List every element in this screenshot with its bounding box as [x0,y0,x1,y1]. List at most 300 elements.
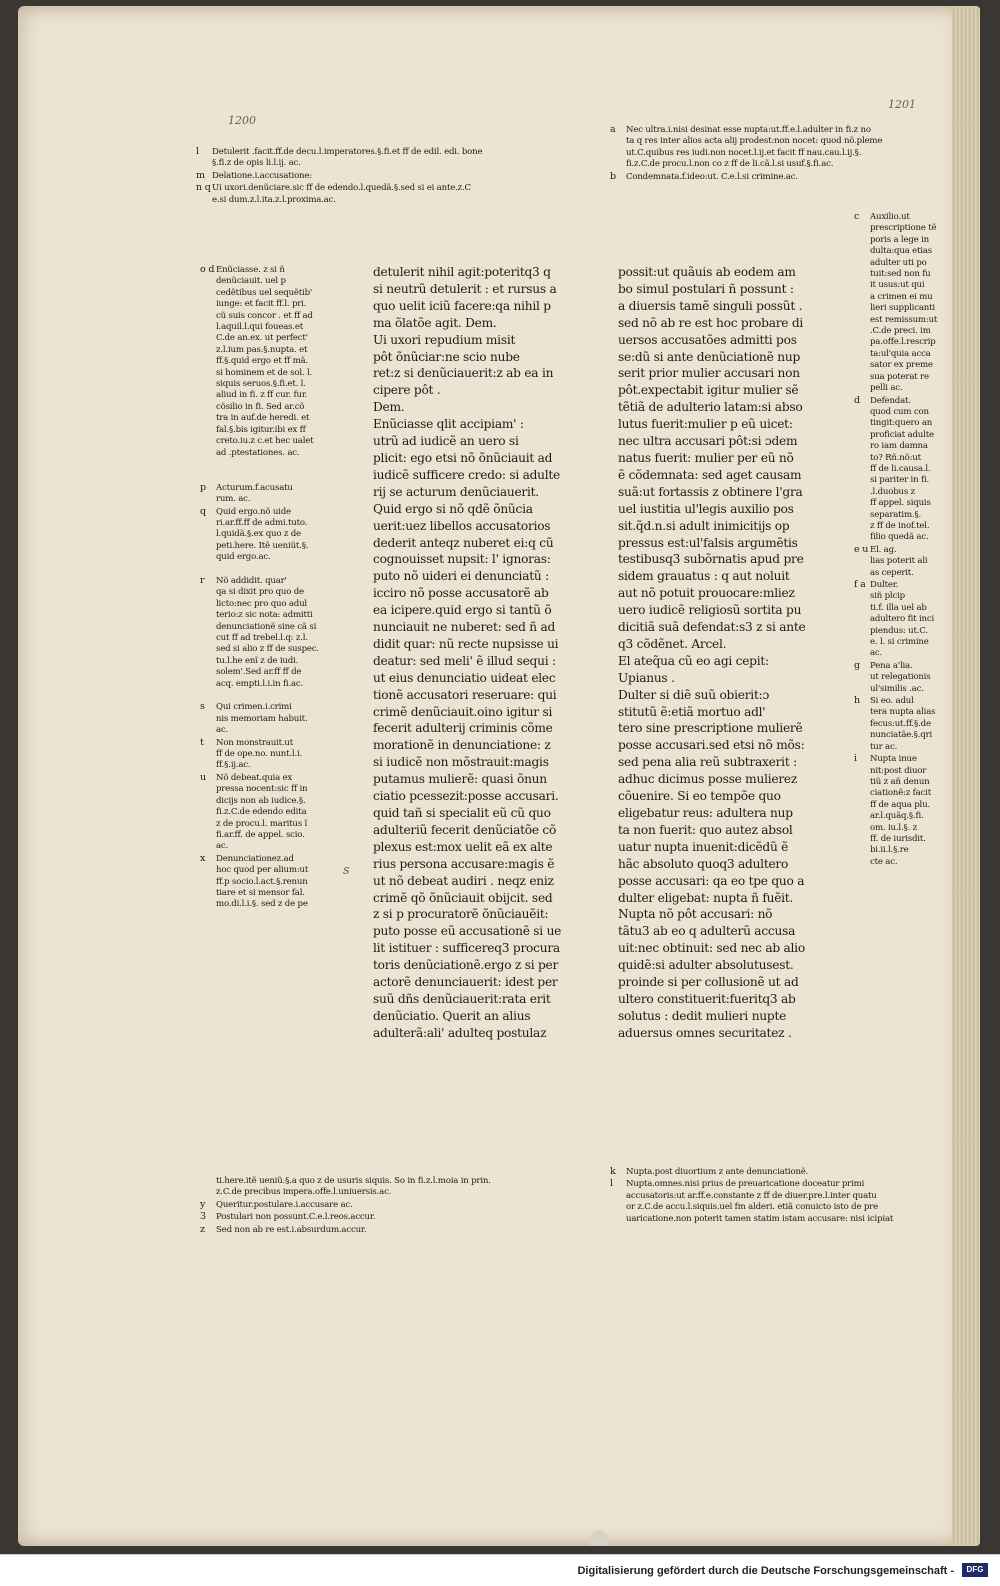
note-text: Non monstrauit.ut [216,737,293,748]
note-line [200,1176,491,1187]
note-line [200,311,319,322]
note-text: Quid ergo.nõ uide [216,506,291,517]
note-text: pressa nocent:sic ff in [216,784,308,795]
note-line [200,564,319,575]
note-line [200,1187,491,1198]
note-line [200,796,319,807]
note-text: ac. [216,725,229,736]
text-line: rij se acturum denũciauerit. [373,484,539,499]
note-letter: s [200,701,205,713]
text-line: Enũciasse qlit accipiam' : [373,417,524,432]
note-text: qa si dixit pro quo de [216,587,304,598]
note-line [200,288,319,299]
note-text: acq. empti.l.i.in fi.ac. [216,678,304,689]
text-line: actorẽ denunciauerit: idest per [373,975,558,990]
note-line [200,749,319,760]
bottom-left-notes [200,1176,491,1236]
note-line [854,211,937,223]
folio-number-left: 1200 [228,114,256,127]
note-line [200,725,319,736]
text-line: uit:nec obtinuit: sed nec ab alio [618,941,805,956]
text-line: ma õlatõe agit. Dem. [373,315,497,330]
note-text: ff. de iurisdit. [870,833,926,844]
note-line [200,448,319,459]
note-line [200,402,319,413]
note-line [196,170,482,182]
text-line: icciro nõ posse accusatorẽ ab [373,586,549,601]
note-letter: n q [196,182,211,194]
note-text: si hominem et de sol. l. [216,367,313,378]
note-text: quid ergo.ac. [216,552,271,563]
note-text: fecus:ut.ff.§.de [870,718,931,729]
note-line [200,575,319,587]
note-text: ff appel. siquis [870,498,931,509]
note-line [854,349,937,360]
text-line: ultero constituerit:fueritq3 ab [618,991,796,1006]
text-line: suũ dñs denũciauerit:rata erit [373,991,551,1006]
note-text: z.l.ium pas.§.nupta. et [216,344,308,355]
text-line: cognouisset nupsit: l' ignoras: [373,552,551,567]
text-line: aut nõ potuit prouocare:mliez [618,586,795,601]
text-line: uersos accusatões admitti pos [618,332,797,347]
note-text: siñ plcip [870,591,905,602]
text-line: ut nõ debeat audiri . neqz eniz [373,873,554,888]
note-text: Nec ultra.i.nisi desinat esse nupta:ut.ff.e.l.adulter in fi.z no [626,125,871,135]
note-text: nit:post diuor [870,765,927,776]
note-text: nis memoriam habuit. [216,713,308,724]
note-line [200,356,319,367]
note-text: Delatione.i.accusatione: [212,170,312,181]
text-line: cõuenire. Si eo tempõe quo [618,789,781,804]
note-text: tuit:sed non fu [870,269,931,280]
note-text: sator ex preme [870,360,933,371]
note-text: est remissum:ut [870,314,938,325]
note-text: Nõ addidit. quar' [216,575,287,586]
note-text: cte ac. [870,856,898,867]
note-letter: b [610,170,616,182]
note-letter: e u [854,543,869,555]
text-line: possit:ut quãuis ab eodem am [618,265,796,279]
note-line [610,124,882,136]
text-line: putamus mulierẽ: quasi õnun [373,772,547,787]
note-text: ar.l.quãq.§.fi. [870,811,924,822]
note-text: Queritur.postulare.i.accusare ac. [216,1199,353,1210]
note-text: Ui uxori.denũciare.sic ff de edendo.l.quedã.§.sed si ei ante.z.C [212,183,471,194]
text-line: cipere pôt . [373,383,441,398]
note-text: ta q res inter alios acta alij prodest:non nocet: quod nõ.pleme [626,136,883,147]
note-line [200,865,319,876]
text-line: pôt.expectabit igitur mulier sẽ [618,383,799,398]
note-line [200,425,319,436]
note-text: uaricatione.non poterit tamen statim istam accusare: nisi icipiat [626,1213,894,1224]
note-line [200,853,319,865]
note-text: Nupta.omnes.nisi prius de preuaricatione doceatur primi [626,1179,865,1190]
note-line [854,441,937,452]
note-text: cut ff ad trebel.l.q: z.l. [216,633,308,643]
text-line: deatur: sed meli' ẽ illud sequi : [373,653,556,668]
text-line: sit.q̃d.n.si adult inimicitijs op [618,518,790,533]
note-text: fi.ar.ff. de appel. scio. [216,829,305,840]
note-line [854,660,937,672]
note-line [200,877,319,888]
text-line: plicit: ego etsi nõ õnũciauit ad [373,450,553,465]
marginal-mark: s [343,863,350,878]
text-line: sidem grauatus : q aut noluit [618,569,790,584]
note-text: peti.here. Itẽ ueniũt.§. [216,540,309,551]
note-text: e. l. si crimine [870,637,929,648]
text-line: Nupta nõ pôt accusari: nõ [618,907,773,922]
text-line: lutus fuerit:mulier p eũ uicet: [618,417,793,432]
note-text: ff.§.ij.ac. [216,760,251,771]
note-line [610,148,882,159]
note-text: l.quidã.§.ex quo z de [216,529,301,540]
note-text: Nupta inue [870,754,917,765]
note-text: pelli ac. [870,383,903,394]
note-line [200,470,319,481]
note-text: .l.duobus z [870,486,915,497]
note-line [200,760,319,771]
note-text: Acturum.f.acusatu [216,482,293,493]
note-letter: r [200,574,205,586]
note-text: Condemnata.f.ideo:ut. C.e.l.si crimine.ac. [626,171,798,182]
note-text: z.C.de precibus impera.offe.l.uniuersis.ac. [216,1187,392,1198]
note-line [854,544,937,556]
note-text: sua poterat re [870,371,929,382]
note-text: tra in auf.de heredi. et [216,413,310,424]
note-text: pa.offe.l.rescrip [870,337,936,348]
note-line [200,390,319,401]
note-line [200,299,319,310]
note-line [854,730,937,741]
text-line: a diuersis tamẽ singuli possũt . [618,298,803,313]
text-line: quid tañ si specialit eũ cũ quo [373,806,551,820]
text-line: Upianus . [618,670,675,685]
note-text: C.de an.ex. ut perfect' [216,333,308,344]
note-line [200,784,319,795]
note-line [854,857,937,868]
note-text: ad .ptestationes. ac. [216,447,300,458]
note-line [200,622,319,633]
note-text: siquis seruos.§.fi.et. l. [216,379,306,390]
text-line: Dulter si diẽ suũ obierit:ɔ [618,687,770,702]
note-line [854,626,937,637]
note-line [854,430,937,441]
note-line [200,333,319,344]
note-text [216,564,219,574]
note-text: ri.ar.ff.ff de admi.tuto. [216,517,308,528]
note-line [610,1191,893,1202]
text-line: tẽtiã de adulterio latam:si abso [618,400,803,415]
note-text: lieri supplicanti [870,303,935,314]
note-line [854,648,937,659]
note-text: tera nupta alias [870,707,936,718]
note-letter: k [610,1166,616,1177]
text-line: nec ultra accusari pôt:si ɔdem [618,434,798,449]
text-line: toris denũciationẽ.ergo z si per [373,958,559,973]
note-letter: l [196,146,199,157]
note-text: tingit:quero an [870,418,933,429]
note-text: as ceperit. [870,567,914,578]
note-letter: d [854,394,860,406]
note-line [854,464,937,475]
note-line [854,637,937,648]
note-line [200,714,319,725]
note-text: accusatoris:ut ar.ff.e.constante z ff de diuer.pre.l.inter quatu [626,1190,877,1201]
note-text: Detulerit .facit.ff.de decu.l.imperatores.§.fi.et ff de edil. edi. bone [212,147,483,157]
note-line [854,753,937,765]
text-line: lit istituer : sufficereq3 procura [373,941,560,956]
note-line [200,610,319,621]
note-text: Nupta.post diuortium z ante denunciationẽ. [626,1167,809,1177]
note-letter: 3 [200,1211,206,1223]
note-line [196,158,482,169]
note-line [200,772,319,784]
text-line: ret:z si denũciauerit:z ab ea in [373,366,554,381]
text-line: iudicẽ sufficere credo: si adulte [373,467,561,482]
note-letter: q [200,505,206,517]
text-line: adhuc dicimus posse mulierez [618,772,798,787]
text-line: denũciatio. Querit an alius [373,1008,531,1023]
top-left-notes [196,146,482,206]
note-line [854,407,937,418]
note-line [854,556,937,567]
note-text: denunciationẽ sine cã si [216,621,317,632]
note-line [854,788,937,799]
note-text: adultero fit inci [870,614,935,625]
note-line [854,475,937,486]
text-line: ciatio pcessezit:posse accusari. [373,789,559,804]
note-text: solem'.Sed ar.ff ff de [216,667,302,678]
note-line [854,579,937,591]
note-line [200,264,319,276]
text-line: dulter eligebat: nupta ñ fuẽit. [618,890,794,905]
note-line [610,1214,893,1225]
note-line [854,372,937,383]
text-line: tãtu3 ab eo q adulterũ accusa [618,924,796,939]
note-text: dicijs non ab iudice.§. [216,795,306,806]
note-line [854,800,937,811]
note-line [854,223,937,234]
note-text: Pena a'lia. [870,660,913,671]
note-text: Dulter. [870,580,899,590]
note-text: hoc quod per alium:ut [216,865,309,876]
note-text: ul'similis .ac. [870,683,924,694]
note-line [200,506,319,518]
text-line: uel iustitia ul'legis auxilio pos [618,501,794,516]
text-line: suã:ut fortassis z obtinere l'gra [618,484,803,499]
text-line: adulterã:ali' adulteq postulaz [373,1025,547,1040]
note-text: cũ suis concor . et ff ad [216,310,313,321]
note-line [610,1166,893,1178]
note-text: Auxilio.ut [870,212,910,222]
text-line: ta non fuerit: quo autez absol [618,822,793,837]
top-right-notes [610,124,882,183]
note-line [854,418,937,429]
text-line: aduersus omnes securitatez . [618,1025,792,1040]
note-line [200,552,319,563]
note-line [854,684,937,695]
note-line [200,322,319,333]
note-text: tiare et si mensor fal. [216,887,305,898]
text-line: Dem. [373,400,405,415]
text-line: sed nõ ab re est hoc probare di [618,315,804,330]
note-line [854,521,937,532]
note-line [854,315,937,326]
text-line: fecerit adulterij criminis cõme [373,721,553,736]
note-text [216,470,219,480]
note-line [854,337,937,348]
note-line [200,737,319,749]
note-text: Sed non ab re est.i.absurdum.accur. [216,1224,367,1235]
text-line: sed pena alia reũ subtraxerit : [618,755,797,770]
note-text: adulter uti po [870,257,927,268]
note-line [854,777,937,788]
note-line [200,345,319,356]
note-letter: o d [200,264,215,275]
text-line: eligebatur reus: adultera nup [618,806,793,820]
note-text: ro iam damna [870,441,928,452]
text-line: ut eius denunciatio uideat elec [373,670,556,685]
note-line [200,888,319,899]
note-text: Qui crimen.i.crimi [216,702,292,713]
text-line: bo simul postulari ñ possunt : [618,281,794,296]
note-line [200,819,319,830]
text-line: si neutrũ detulerit : et rursus a [373,281,557,296]
text-line: posse accusari: qa eo tpe quo a [618,873,805,888]
note-text [216,690,219,700]
note-line [200,1199,491,1211]
note-line [854,453,937,464]
note-text: om. iu.l.§. z [870,822,917,833]
text-line: z si p procuratorẽ õnũciauẽit: [373,907,549,922]
note-line [200,701,319,713]
bottom-right-notes [610,1166,893,1225]
note-line [854,568,937,579]
note-text: a crimen ei mu [870,291,933,302]
note-line [200,587,319,598]
note-text: si pariter in fi. [870,475,930,486]
note-text: denũciauit. uel p [216,276,286,287]
note-line [854,834,937,845]
note-text: piendus: ut.C. [870,625,928,636]
note-line [854,811,937,822]
note-text: fi.z.C.de procu.l.non co z ff de li.cã.l.si usuf.§.fi.ac. [626,159,834,170]
text-line: nunciauit ne nuberet: sed ñ ad [373,620,556,635]
note-line [196,146,482,158]
text-line: hãc absoluto quoq3 adultero [618,856,789,871]
note-line [200,690,319,701]
note-line [854,246,937,257]
text-line: didit quar: nũ recte nupsisse ui [373,636,559,651]
note-text: ti.f. illa uel ab [870,602,927,613]
note-letter: a [610,124,616,135]
right-gloss-column [854,211,937,868]
note-text: iunge: et facit ff.l. pri. [216,299,307,310]
note-text: quod cum con [870,406,929,417]
text-line: natus fuerit: mulier per eũ nõ [618,450,794,465]
text-line: dicitiã suã defendat:s3 z si ante [618,620,806,635]
text-line: si iudicẽ non mõstrauit:magis [373,755,549,770]
note-line [854,498,937,509]
text-line: plexus est:mox uelit eã ex alte [373,839,553,854]
note-line [200,1224,491,1236]
page-tab [590,1530,608,1546]
note-letter: f a [854,579,866,590]
note-text: Postulari non possunt.C.e.l.reos.accur. [216,1212,376,1223]
note-text: §.fi.z de opis li.l.ij. ac. [212,158,301,169]
note-text: ut.C.quibus res iudi.non nocet.l.ij.et facit ff nau.cau.l.ij.§. [626,147,862,158]
page-edge [952,6,980,1546]
note-text: ut relegationis [870,672,931,683]
note-line [854,742,937,753]
text-line: posse accusari.sed etsi nõ mõs: [618,738,805,753]
text-line: ea icipere.quid ergo si tantũ õ [373,603,552,618]
note-letter: m [196,169,205,181]
note-text: ff de ope.no. nunt.l.i. [216,749,303,760]
note-text: Defendat. [870,395,911,406]
note-line [854,603,937,614]
text-line: crimẽ denũciauit.oino igitur si [373,704,553,719]
note-line [200,599,319,610]
main-text-column-2 [618,264,805,1042]
note-line [854,258,937,269]
note-line [854,672,937,683]
text-line: puto nõ uideri ei denunciatũ : [373,569,549,584]
folio-number-right: 1201 [888,98,916,111]
note-line [200,368,319,379]
note-text: filio quedã ac. [870,532,929,543]
note-text: to? Rñ.nõ:ut [870,452,921,463]
note-line [200,379,319,390]
text-line: quo uelit iciũ facere:qa nihil p [373,298,551,313]
note-text: ff.§.quid ergo et ff mã. [216,356,309,367]
note-text: prescriptione tẽ [870,223,937,234]
note-text: cõsilio in fi. Sed ar.cõ [216,401,305,412]
footer-credit: Digitalisierung gefördert durch die Deutsche Forschungsgemeinschaft - [577,1565,954,1577]
note-line [854,360,937,371]
note-line [854,326,937,337]
note-text: or z.C.de accu.l.siquis.uel fm alderi. etiã conuicto isto de pre [626,1202,878,1213]
note-letter: c [854,211,860,222]
note-text: ta:ul'quia acca [870,348,931,359]
note-text: Nõ debeat.quia ex [216,772,293,783]
note-text: ff de li.causa.l. [870,463,931,474]
note-text: bi.ii.l.§.re [870,845,909,856]
note-text: z ff de inof.tel. [870,520,930,531]
note-line [610,136,882,147]
note-letter: g [854,659,860,671]
note-text: .C.de preci. im [870,326,931,337]
note-line [854,487,937,498]
note-line [200,830,319,841]
text-line: dederit anteqz nuberet ei:q cũ [373,535,554,550]
note-line [200,1211,491,1223]
note-text: El. ag. [870,544,897,555]
note-line [200,518,319,529]
note-letter: h [854,695,860,707]
note-line [854,614,937,625]
note-line [854,532,937,543]
text-line: utrũ ad iudicẽ an uero si [373,434,519,449]
note-text: cedẽtibus uel sequẽtib' [216,287,313,298]
note-text: lias poterit ali [870,556,928,567]
note-text: l.aquil.l.qui foueas.et [216,322,304,333]
note-letter: l [610,1178,613,1190]
note-text: licto:nec pro quo adul [216,598,307,609]
text-line: stitutũ ẽ:etiã mortuo adl' [618,704,766,719]
text-line: detulerit nihil agit:poteritq3 q [373,265,551,279]
note-text: sed si alio z ff de suspec. [216,644,319,655]
